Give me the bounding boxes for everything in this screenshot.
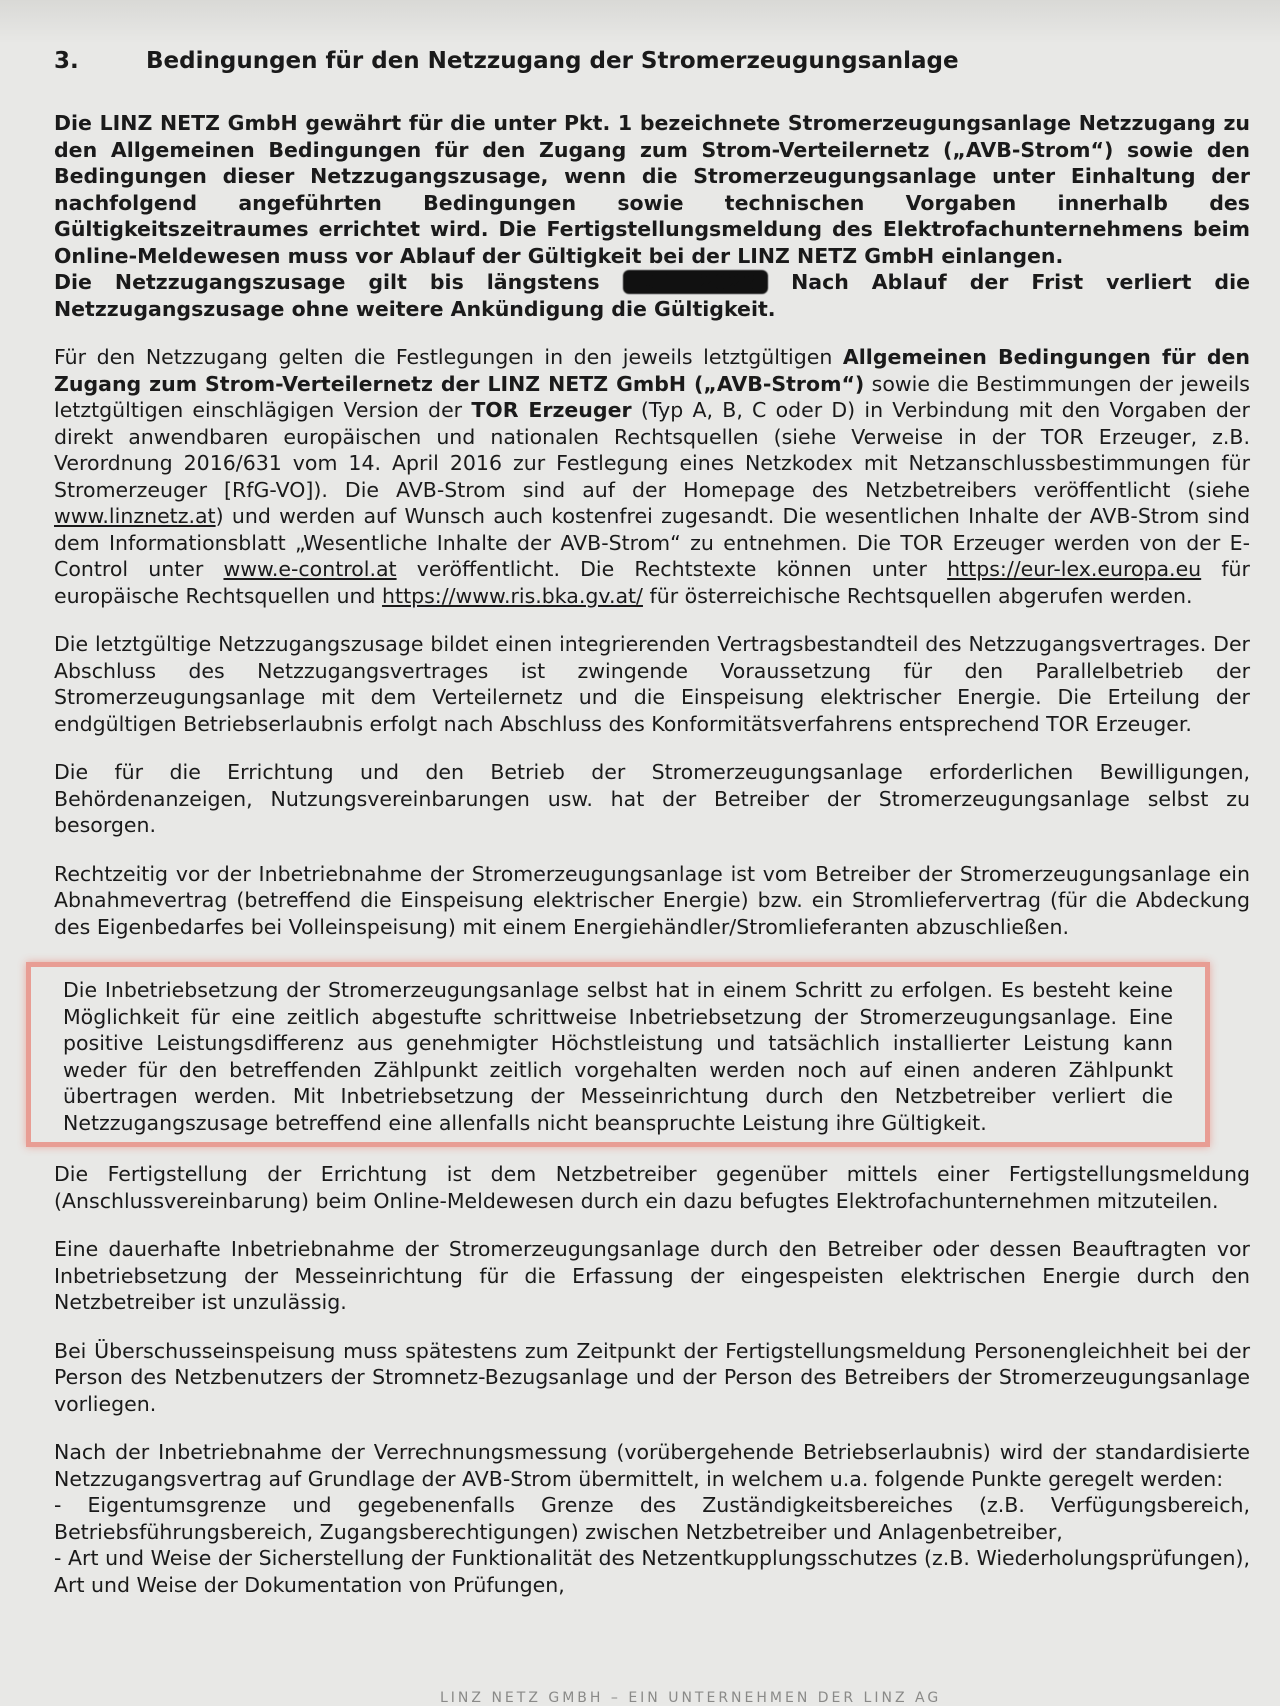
validity-after-text: Nach Ablauf der Frist verliert die Netzzugangszusage ohne weitere Ankündigung die Gültigkeit. — [54, 270, 1251, 321]
section-heading — [54, 48, 1250, 74]
paragraph-permits: Die für die Errichtung und den Betrieb der Stromerzeugungsanlage erforderlichen Bewilligungen, Behördenanzeigen, Nutzungsvereinbarungen usw. hat der Betreiber der Stromerzeugungsanlage selbst zu besorgen. — [54, 760, 1250, 837]
paragraph-grant — [54, 110, 1250, 322]
list-item: - Art und Weise der Sicherstellung der Funktionalität des Netzentkupplungsschutzes (z.B. Wiederholungsprüfungen), Art und Weise der Dokumentation von Prüfungen, — [54, 1546, 1250, 1597]
validity-text: Die Netzzugangszusage gilt bis längstens — [54, 270, 600, 294]
paragraph-contract: Die letztgültige Netzzugangszusage bildet einen integrierenden Vertragsbestandteil des Netzzugangsvertrages. Der Abschluss des Netzzugangsvertrages ist zwingende Voraussetzung für den Parallelbetrieb der Stromerzeugungsanlage mit dem Verteilernetz und die Einspeisung elektrischer Energie. Die Erteilung der endgültigen Betriebserlaubnis erfolgt nach Abschluss des Konformitätsverfahrens entsprechend TOR Erzeuger. — [54, 632, 1250, 736]
paragraph-completion: Die Fertigstellung der Errichtung ist dem Netzbetreiber gegenüber mittels einer Fertigstellungsmeldung (Anschlussvereinbarung) beim Online-Meldewesen durch ein dazu befugtes Elektrofachunternehmen mitzuteilen. — [54, 1162, 1250, 1213]
page-footer: LINZ NETZ GMBH – EIN UNTERNEHMEN DER LINZ AG — [440, 1690, 942, 1706]
paragraph-offtake: Rechtzeitig vor der Inbetriebnahme der Stromerzeugungsanlage ist vom Betreiber der Stromerzeugungsanlage ein Abnahmevertrag (betreffend die Einspeisung elektrischer Energie) bzw. ein Stromliefervertrag (für die Abdeckung des Eigenbedarfes bei Volleinspeisung) mit einem Energiehändler/Stromlieferanten abzuschließen. — [54, 861, 1250, 939]
previous-page-bleed — [0, 0, 1280, 44]
redacted-date: 10.11.2023. — [623, 270, 768, 294]
section-title: Bedingungen für den Netzzugang der Stromerzeugungsanlage — [146, 48, 959, 74]
list-item: - Eigentumsgrenze und gegebenenfalls Grenze des Zuständigkeitsbereiches (z.B. Verfügungsbereich, Betriebsführungsbereich, Zugangsberechtigungen) zwischen Netzbetreiber und Anlagenbetreiber, — [54, 1493, 1250, 1544]
paragraph-permanent-operation: Eine dauerhafte Inbetriebnahme der Stromerzeugungsanlage durch den Betreiber oder dessen Beauftragten vor Inbetriebsetzung der Messeinrichtung für die Erfassung der eingespeisten elektrischen Energie durch den Netzbetreiber ist unzulässig. — [54, 1237, 1250, 1314]
link-linznetz[interactable]: www.linznetz.at — [54, 504, 216, 528]
section-number: 3. — [54, 48, 79, 74]
document-page — [50, 40, 1250, 1598]
highlight-marker-box — [26, 962, 1210, 1147]
link-ris-bka[interactable]: https://www.ris.bka.gv.at/ — [382, 583, 643, 608]
paragraph-network-contract-intro: Nach der Inbetriebnahme der Verrechnungsmessung (vorübergehende Betriebserlaubnis) wird der standardisierte Netzzugangsvertrag auf Grundlage der AVB-Strom übermittelt, in welchem u.a. folgende Punkte geregelt werden: — [54, 1440, 1250, 1491]
paragraph-commissioning: Die Inbetriebsetzung der Stromerzeugungsanlage selbst hat in einem Schritt zu erfolgen. Es besteht keine Möglichkeit für eine zeitlich abgestufte schrittweise Inbetriebsetzung der Stromerzeugungsanlage. Eine positive Leistungsdifferenz aus genehmigter Höchstleistung und tatsächlich installierter Leistung kann weder für den betreffenden Zählpunkt zeitlich vorgehalten werden noch auf einen anderen Zählpunkt übertragen werden. Mit Inbetriebsetzung der Messeinrichtung durch den Netzbetreiber verliert die Netzzugangszusage betreffend eine allenfalls nicht beanspruchte Leistung ihre Gültigkeit. — [63, 978, 1173, 1135]
paragraph-surplus: Bei Überschusseinspeisung muss spätestens zum Zeitpunkt der Fertigstellungsmeldung Personengleichheit bei der Person des Netzbenutzers der Stromnetz-Bezugsanlage und der Person des Betreibers der Stromerzeugungsanlage vorliegen. — [54, 1338, 1250, 1416]
link-eur-lex[interactable]: https://eur-lex.europa.eu — [947, 557, 1202, 581]
grant-text: Die LINZ NETZ GmbH gewährt für die unter Pkt. 1 bezeichnete Stromerzeugungsanlage Netzzugang zu den Allgemeinen Bedingungen für den Zugang zum Strom-Verteilernetz („AVB-Strom“) sowie den Bedingungen dieser Netzzugangszusage, wenn die Stromerzeugungsanlage unter Einhaltung der nachfolgend angeführten Bedingungen sowie technischen Vorgaben innerhalb des Gültigkeitszeitraumes errichtet wird. Die Fertigstellungsmeldung des Elektrofachunternehmens beim Online-Meldewesen muss vor Ablauf der Gültigkeit bei der LINZ NETZ GmbH einlangen. — [54, 111, 1250, 268]
paragraph-regulations: Für den Netzzugang gelten die Festlegungen in den jeweils letztgültigen Allgemeinen Bedingungen für den Zugang zum Strom-Verteilernetz der LINZ NETZ GmbH („AVB-Strom“) sowie die Bestimmungen der jeweils letztgültigen einschlägigen Version der TOR Erzeuger (Typ A, B, C oder D) in Verbindung mit den Vorgaben der direkt anwendbaren europäischen und nationalen Rechtsquellen (siehe Verweise in der TOR Erzeuger, z.B. Verordnung 2016/631 vom 14. April 2016 zur Festlegung eines Netzkodex mit Netzanschlussbestimmungen für Stromerzeuger [RfG-VO]). Die AVB-Strom sind auf der Homepage des Netzbetreibers veröffentlicht (siehe www.linznetz.at) und werden auf Wunsch auch kostenfrei zugesandt. Die wesentlichen Inhalte der AVB-Strom sind dem Informationsblatt „Wesentliche Inhalte der AVB-Strom“ zu entnehmen. Die TOR Erzeuger werden von der E-Control unter www.e-control.at veröffentlicht. Die Rechtstexte können unter https://eur-lex.europa.eu für europäische Rechtsquellen und https://www.ris.bka.gv.at/ für österreichische Rechtsquellen abgerufen werden. — [54, 345, 1250, 608]
link-e-control[interactable]: www.e-control.at — [223, 557, 397, 581]
